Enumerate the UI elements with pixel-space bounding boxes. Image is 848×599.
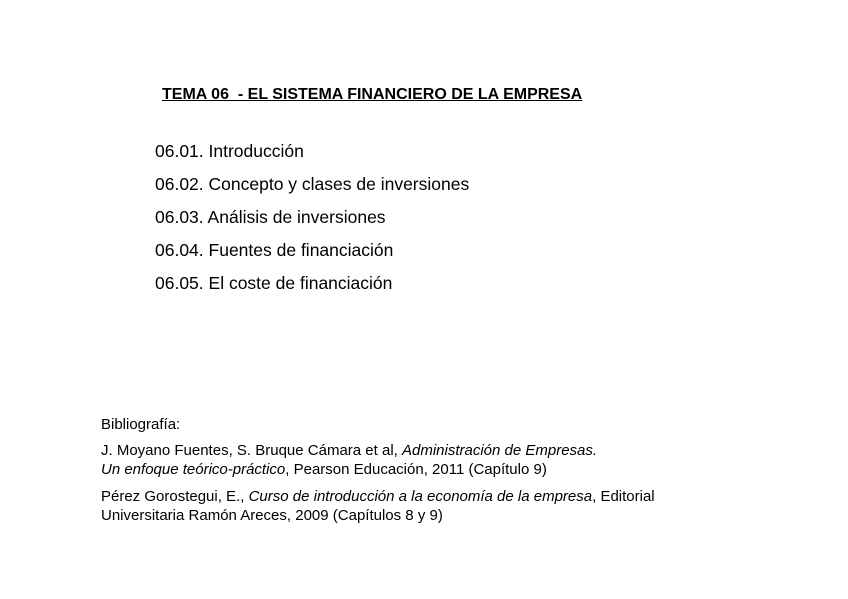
entry-title: Administración de Empresas. bbox=[401, 442, 598, 459]
entry-publisher: Universitaria Ramón Areces, 2009 (Capítulos 8 y 9) bbox=[101, 507, 443, 524]
entry-line bbox=[101, 460, 821, 479]
document-title: TEMA 06 - EL SISTEMA FINANCIERO DE LA EMPRESA bbox=[162, 86, 583, 103]
entry-line bbox=[101, 441, 821, 460]
bibliography-entry bbox=[101, 487, 821, 525]
bibliography bbox=[101, 415, 821, 533]
entry-title: Curso de introducción a la economía de la empresa bbox=[248, 488, 593, 505]
toc-item: 06.04. Fuentes de financiación bbox=[155, 240, 394, 260]
entry-subtitle: Un enfoque teórico-práctico bbox=[101, 461, 286, 478]
entry-publisher: , Pearson Educación, 2011 (Capítulo 9) bbox=[285, 461, 547, 478]
bibliography-entry bbox=[101, 441, 821, 479]
entry-line bbox=[101, 506, 821, 525]
table-of-contents bbox=[155, 140, 469, 305]
entry-line bbox=[101, 487, 821, 506]
entry-authors: J. Moyano Fuentes, S. Bruque Cámara et al, bbox=[101, 442, 402, 459]
toc-item: 06.03. Análisis de inversiones bbox=[155, 207, 386, 227]
entry-publisher-prefix: , Editorial bbox=[592, 488, 655, 505]
toc-item: 06.02. Concepto y clases de inversiones bbox=[155, 174, 470, 194]
bibliography-heading: Bibliografía: bbox=[101, 416, 181, 433]
entry-authors: Pérez Gorostegui, E., bbox=[101, 488, 249, 505]
toc-item: 06.05. El coste de financiación bbox=[155, 273, 393, 293]
toc-item: 06.01. Introducción bbox=[155, 141, 304, 161]
